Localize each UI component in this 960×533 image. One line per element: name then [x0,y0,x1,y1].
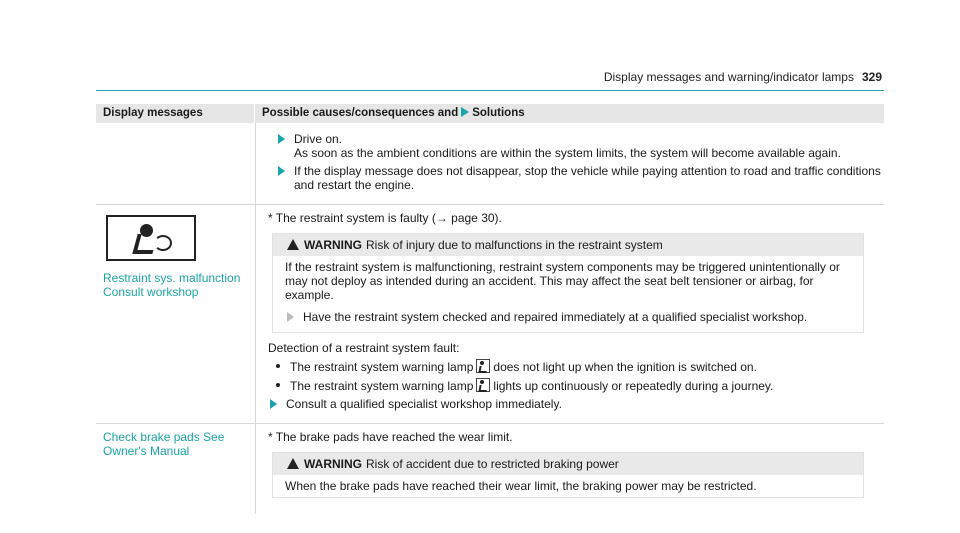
bullet-text: lights up continuously or repeatedly during a journey. [493,379,774,393]
warning-title: Risk of accident due to restricted braking power [366,457,619,471]
step-text: Consult a qualified specialist workshop immediately. [286,397,562,411]
message-cell [96,123,256,204]
warning-triangle-icon [287,239,299,250]
display-message-line: Check brake pads See [103,430,225,444]
messages-table [96,104,884,514]
restraint-warning-lamp-icon [476,359,490,373]
message-cell [96,205,256,423]
warning-box [272,452,864,498]
bullet-text: The restraint system warning lamp [290,379,474,393]
page-header [604,70,882,84]
table-row [96,205,884,424]
col-causes-label: Possible causes/consequences and [262,107,459,119]
table-header [96,104,884,123]
bullet-item [272,378,884,393]
display-message-line: Consult workshop [103,285,199,299]
solution-step [278,132,884,160]
header-rule [96,90,884,91]
col-display-messages: Display messages [96,104,255,123]
bullet-text: The restraint system warning lamp [290,360,474,374]
solution-cell [256,123,884,204]
step-text: Drive on. [294,132,343,146]
warning-box [272,233,864,333]
warning-text: If the restraint system is malfunctioning, restraint system components may be triggered unintentionally or may not deploy as intended during an accident. This may affect the seat belt tensioner or airbag, for example. [285,260,840,302]
warning-text: When the brake pads have reached their wear limit, the braking power may be restricted. [285,479,757,493]
col-causes [255,104,884,123]
warning-body [273,256,863,332]
display-message-line: Restraint sys. malfunction [103,271,241,285]
cause-text: * The brake pads have reached the wear limit. [268,430,513,444]
warning-label: WARNING [304,238,362,252]
warning-header [273,234,863,256]
solution-cell [256,205,884,423]
warning-header [273,453,863,475]
display-message-line: Owner's Manual [103,444,190,458]
step-arrow-icon [270,399,277,409]
play-arrow-icon [461,107,469,117]
restraint-system-icon [106,215,196,261]
step-arrow-icon [287,312,294,322]
bullet-text: does not light up when the ignition is switched on. [493,360,757,374]
step-arrow-icon [278,134,285,144]
solution-step [270,397,884,411]
warning-label: WARNING [304,457,362,471]
header-title: Display messages and warning/indicator lamps [603,70,854,84]
solution-cell [256,424,884,514]
solution-step [278,164,884,192]
step-text: Have the restraint system checked and repaired immediately at a qualified specialist workshop. [303,310,808,324]
step-text: As soon as the ambient conditions are within the system limits, the system will become available again. [294,146,841,160]
page-number: 329 [861,70,882,84]
cause-text: * The restraint system is faulty (→ page 30). [268,211,502,225]
message-cell [96,424,256,514]
warning-triangle-icon [287,458,299,469]
table-row [96,424,884,514]
detection-text: Detection of a restraint system fault: [268,341,460,355]
step-arrow-icon [278,166,285,176]
restraint-warning-lamp-icon [476,378,490,392]
warning-title: Risk of injury due to malfunctions in the restraint system [366,238,663,252]
warning-body [273,475,863,497]
bullet-item [272,359,884,374]
step-text: If the display message does not disappear, stop the vehicle while paying attention to road and traffic conditions [294,164,881,178]
step-text: and restart the engine. [294,178,415,192]
solution-step [287,310,855,324]
col-solutions-label: Solutions [472,107,525,119]
table-row [96,123,884,205]
